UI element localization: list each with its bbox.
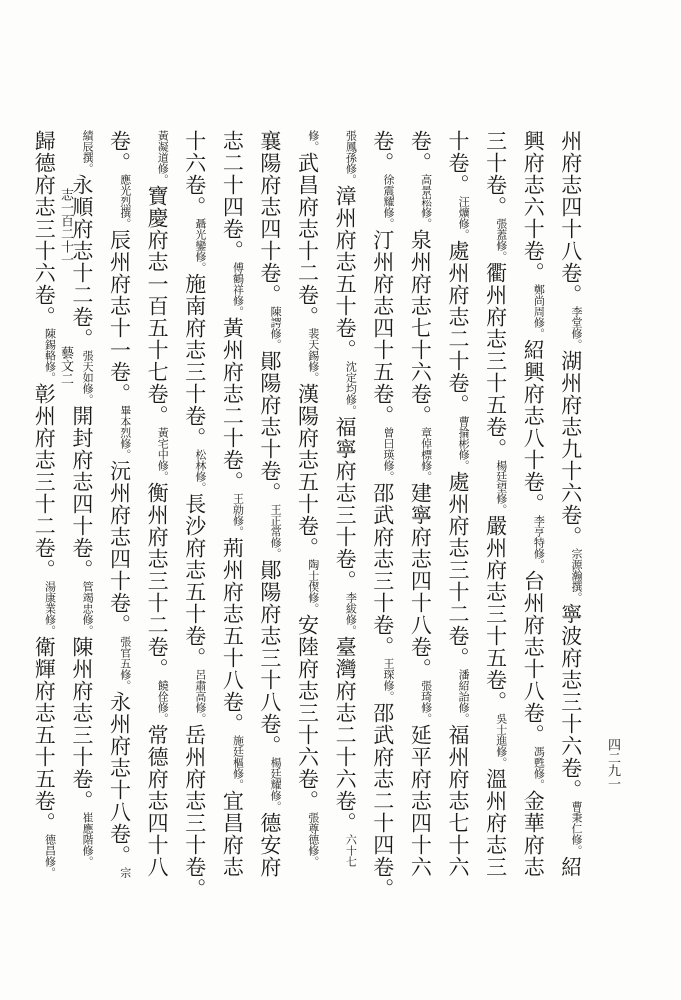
- compiler-note: 饒佺修。: [156, 680, 170, 724]
- compiler-note: 徐震耀修。: [381, 174, 395, 229]
- title-text: 溫州府志三: [483, 768, 508, 878]
- compiler-note: 曾曰瑛修。: [381, 427, 395, 482]
- text-column: [479, 130, 517, 945]
- title-text: 寶慶府志一百五十七卷。: [145, 185, 170, 427]
- title-text: 沅州府志四十卷。: [107, 460, 132, 636]
- text-column: [103, 130, 141, 945]
- title-text: 衢州府志三十五卷。: [483, 262, 508, 460]
- text-column: [65, 130, 103, 945]
- title-text: 襄陽府志四十卷。: [257, 130, 282, 306]
- title-text: 嚴州府志三十五卷。: [483, 515, 508, 713]
- text-column: [366, 130, 404, 945]
- title-text: 黃州府志二十卷。: [220, 317, 245, 493]
- compiler-note: 宗源瀚撰。: [570, 548, 583, 603]
- title-text: 施南府志三十卷。: [182, 273, 207, 449]
- title-text: 紹: [558, 856, 583, 878]
- title-text: 十六卷。: [182, 130, 207, 218]
- title-text: 德安府: [257, 812, 282, 878]
- title-text: 陳州府志三十卷。: [69, 636, 94, 812]
- title-text: 泉州府志七十六卷。: [408, 229, 433, 427]
- title-text: 志二十四卷。: [220, 130, 245, 262]
- compiler-note: 黃宅中修。: [156, 427, 170, 482]
- title-text: 延平府志四十六: [408, 724, 433, 878]
- title-text: 湖州府志九十六卷。: [558, 350, 583, 548]
- compiler-note: 高景崧修。: [419, 174, 433, 229]
- title-text: 紹興府志八十卷。: [521, 339, 546, 515]
- compiler-note: 張天如修。: [81, 350, 95, 405]
- compiler-note: 松林修。: [193, 449, 207, 493]
- compiler-note: 王琛修。: [381, 658, 395, 702]
- compiler-note: 崔應階修。: [81, 812, 95, 867]
- compiler-note: 黃凝道修。: [156, 130, 170, 185]
- compiler-note: 李亨特修。: [532, 515, 546, 570]
- title-text: 安陸府志三十六卷。: [295, 614, 320, 812]
- title-text: 臺灣府志二十六卷。: [333, 636, 358, 834]
- text-column: [254, 130, 292, 945]
- text-column: [216, 130, 254, 945]
- compiler-note: 張鳳孫修。: [344, 130, 358, 185]
- compiler-note: 張琦修。: [419, 680, 433, 724]
- title-text: 卷。: [370, 130, 395, 174]
- compiler-note: 陶士偰修。: [306, 559, 320, 614]
- text-column: [28, 130, 66, 945]
- title-text: 興府志六十卷。: [521, 130, 546, 284]
- title-text: 卷。: [408, 130, 433, 174]
- title-text: 處州府志二十卷。: [445, 240, 470, 416]
- compiler-note: 張尊德修。: [306, 812, 320, 867]
- compiler-note: 沈定均修。: [344, 361, 358, 416]
- title-text: 永順府志十二卷。: [69, 174, 94, 350]
- compiler-note: 聶光鑾修。: [193, 218, 207, 273]
- compiler-note: 楊廷望修。: [494, 460, 508, 515]
- compiler-note: 潘紹詒修。: [457, 669, 471, 724]
- title-text: 常德府志四十八: [145, 724, 170, 878]
- compiler-note: 傅鶴祥修。: [231, 262, 245, 317]
- title-text: 辰州府志十一卷。: [107, 229, 132, 405]
- compiler-note: 張官五修。: [118, 636, 132, 691]
- compiler-note: 六十七: [344, 834, 358, 867]
- title-text: 永州府志十八卷。: [107, 691, 132, 867]
- text-column: [442, 130, 480, 945]
- title-text: 岳州府志三十卷。: [182, 724, 207, 900]
- volume-label: 志一百二十一: [58, 188, 73, 266]
- title-text: 開封府志四十卷。: [69, 405, 94, 581]
- compiler-note: 修。: [306, 130, 320, 152]
- compiler-note: 章倬標修。: [419, 427, 433, 482]
- text-column: [178, 130, 216, 945]
- compiler-note: 管竭忠修。: [81, 581, 95, 636]
- compiler-note: 曹秉仁修。: [570, 801, 583, 856]
- compiler-note: 陳諤修。: [269, 306, 283, 350]
- title-text: 台州府志十八卷。: [521, 570, 546, 746]
- compiler-note: 張蓋修。: [494, 218, 508, 262]
- compiler-note: 李堂修。: [570, 306, 583, 350]
- text-column: [517, 130, 555, 945]
- title-text: 鄖陽府志三十八卷。: [257, 559, 282, 757]
- title-text: 州府志四十八卷。: [558, 130, 583, 306]
- text-column: [329, 130, 367, 945]
- text-column: [141, 130, 179, 945]
- compiler-note: 楊廷耀修。: [269, 757, 283, 812]
- text-column: [404, 130, 442, 945]
- compiler-note: 陳錫輅修。: [43, 328, 57, 383]
- title-text: 十卷。: [445, 130, 470, 196]
- title-text: 武昌府志十二卷。: [295, 152, 320, 328]
- title-text: 邵武府志二十四卷。: [370, 702, 395, 900]
- compiler-note: 李紱修。: [344, 592, 358, 636]
- compiler-note: 王勍修。: [231, 493, 245, 537]
- compiler-note: 鄭尚周修。: [532, 284, 546, 339]
- compiler-note: 德昌修。: [43, 834, 57, 878]
- title-text: 建寧府志四十八卷。: [408, 482, 433, 680]
- title-text: 彰州府志三十二卷。: [32, 383, 57, 581]
- compiler-note: 王正常修。: [269, 504, 283, 559]
- section-label: 藝文二: [58, 346, 73, 385]
- compiler-note: 呂肅高修。: [193, 669, 207, 724]
- title-text: 漢陽府志五十卷。: [295, 383, 320, 559]
- compiler-note: 應光烈撰。: [118, 174, 132, 229]
- title-text: 漳州府志五十卷。: [333, 185, 358, 361]
- page-number: 四二九一: [605, 738, 620, 790]
- text-column: [554, 130, 592, 945]
- title-text: 荊州府志五十八卷。: [220, 537, 245, 735]
- title-text: 寧波府志三十六卷。: [558, 603, 583, 801]
- title-text: 衛輝府志五十五卷。: [32, 636, 57, 834]
- text-column: [291, 130, 329, 945]
- title-text: 衡州府志三十二卷。: [145, 482, 170, 680]
- compiler-note: 吳士進修。: [494, 713, 508, 768]
- compiler-note: 湯康業修。: [43, 581, 57, 636]
- title-text: 三十卷。: [483, 130, 508, 218]
- compiler-note: 畢本烈修。: [118, 405, 132, 460]
- title-text: 卷。: [107, 130, 132, 174]
- compiler-note: 曹掄彬修。: [457, 416, 471, 471]
- title-text: 邵武府志三十卷。: [370, 482, 395, 658]
- compiler-note: 馮甦修。: [532, 746, 546, 790]
- title-text: 歸德府志三十六卷。: [32, 130, 57, 328]
- title-text: 鄖陽府志十卷。: [257, 350, 282, 504]
- title-text: 福寧府志三十卷。: [333, 416, 358, 592]
- title-text: 汀州府志四十五卷。: [370, 229, 395, 427]
- title-text: 長沙府志五十卷。: [182, 493, 207, 669]
- title-text: 金華府志: [521, 790, 546, 878]
- title-text: 福州府志七十六: [445, 724, 470, 878]
- title-text: 處州府志三十二卷。: [445, 471, 470, 669]
- compiler-note: 施廷樞修。: [231, 735, 245, 790]
- compiler-note: 裴天錫修。: [306, 328, 320, 383]
- compiler-note: 汪爌修。: [457, 196, 471, 240]
- title-text: 宜昌府志: [220, 790, 245, 878]
- compiler-note: 宗: [118, 867, 132, 878]
- compiler-note: 績辰撰。: [81, 130, 95, 174]
